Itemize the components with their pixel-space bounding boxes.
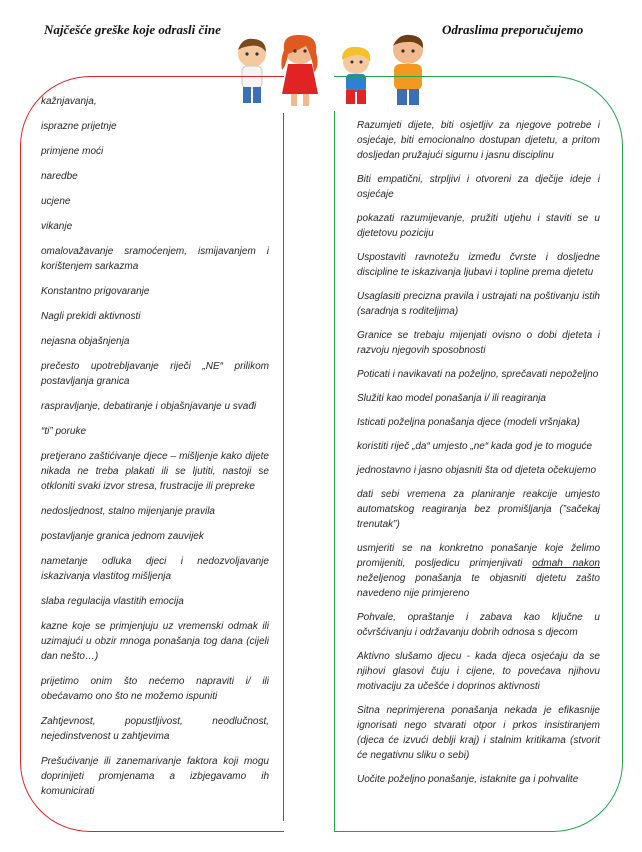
mistake-item: Prešućivanje ili zanemarivanje faktora koji mogu doprinijeti promjenama a izbjegavamo ih komunicirati <box>41 756 269 797</box>
underlined-text: odmah nakon <box>532 558 600 569</box>
recommendations-list <box>357 118 600 796</box>
recommendation-item: pokazati razumijevanje, pružiti utjehu i staviti se u djetetovu poziciju <box>357 213 600 239</box>
mistake-item: slaba regulacija vlastitih emocija <box>41 596 184 607</box>
mistake-item: Zahtjevnost, popustljivost, neodlučnost, nejedinstvenost u zahtjevima <box>41 716 269 742</box>
mistake-item: naredbe <box>41 171 78 182</box>
recommendation-item: jednostavno i jasno objasniti šta od djeteta očekujemo <box>357 465 597 476</box>
mistake-item: raspravljanje, debatiranje i objašnjavanje u svađi <box>41 401 257 412</box>
recommendation-item: Biti empatični, strpljivi i otvoreni za dječije ideje i osjećaje <box>357 174 600 200</box>
mistake-item: prijetimo onim što nećemo napraviti i/ ili obećavamo ono što ne možemo ispuniti <box>41 676 269 702</box>
mistake-item: omalovažavanje sramoćenjem, ismijavanjem i korištenjem sarkazma <box>41 246 269 272</box>
mistake-item: nedosljednost, stalno mijenjanje pravila <box>41 506 215 517</box>
recommendation-item: Uspostaviti ravnotežu između čvrste i dosljedne discipline te iskazivanja ljubavi i topline prema djetetu <box>357 252 600 278</box>
mistake-item: primjene moći <box>41 146 104 157</box>
mistake-item: prečesto upotrebljavanje riječi „NE“ prilikom postavljanja granica <box>41 361 269 387</box>
recommendation-item: Razumjeti dijete, biti osjetljiv za njegove potrebe i osjećaje, biti emocionalno dostupan djetetu, a pritom dosljedan pružajući sigurnu i jasnu disciplinu <box>357 120 600 161</box>
recommendation-item: Pohvale, opraštanje i zabava kao ključne u očvršćivanju i održavanju dobrih odnosa s djecom <box>357 612 600 638</box>
mistake-item: isprazne prijetnje <box>41 121 117 132</box>
recommendation-item: Uočite poželjno ponašanje, istaknite ga i pohvalite <box>357 774 579 785</box>
recommendation-text: neželjenog ponašanja te objasniti djetetu zašto navedeno nije primjereno <box>357 573 600 599</box>
mistake-item: ucjene <box>41 196 71 207</box>
left-heading: Najčešće greške koje odrasli čine <box>44 22 221 37</box>
right-heading: Odraslima preporučujemo <box>442 22 584 37</box>
recommendation-item: Sitna neprimjerena ponašanja nekada je efikasnije ignorisati nego stvarati otpor i prkos insistiranjem (djeca će izvući deblji kraj) i stalnim kritikama (stvorit će negativnu sliku o sebi) <box>357 705 600 761</box>
mistake-item: kažnjavanja, <box>41 96 97 107</box>
mistake-item: Nagli prekidi aktivnosti <box>41 311 141 322</box>
mistake-item: postavljanje granica jednom zauvijek <box>41 531 204 542</box>
recommendation-text: usmjeriti se na konkretno ponašanje koje želimo promijeniti, posljedicu primjenjivati <box>357 543 600 569</box>
mistake-item: pretjerano zaštićivanje djece – mišljenje kako dijete nikada ne treba plakati ili se ljutiti, nastoji se otkloniti svaki izvor stresa, frustracije ili prepreke <box>41 451 269 492</box>
recommendation-item: Usaglasiti precizna pravila i ustrajati na poštivanju istih (saradnja s roditeljima) <box>357 291 600 317</box>
mistake-item: kazne koje se primjenjuju uz vremenski odmak ili uzimajući u obzir mnoga ponašanja tog dana (cijeli dan nešto…) <box>41 621 269 662</box>
recommendation-item <box>357 541 600 601</box>
mistakes-list <box>41 94 269 809</box>
recommendation-item: dati sebi vremena za planiranje reakcije umjesto automatskog reagiranja bez promišljanja (”sačekaj trenutak”) <box>357 489 600 530</box>
mistake-item: “ti” poruke <box>41 426 87 437</box>
recommendation-item: Aktivno slušamo djecu - kada djeca osjećaju da se njihovi glasovi čuju i cijene, to povećava njihovu motivaciju za učešće i doprinos aktivnosti <box>357 651 600 692</box>
recommendation-item: Isticati poželjna ponašanja djece (modeli vršnjaka) <box>357 417 580 428</box>
mistake-item: Konstantno prigovaranje <box>41 286 150 297</box>
mistake-item: nametanje odluka djeci i nedozvoljavanje iskazivanja vlastitog mišljenja <box>41 556 269 582</box>
recommendation-item: Služiti kao model ponašanja i/ ili reagiranja <box>357 393 546 404</box>
mistake-item: vikanje <box>41 221 73 232</box>
recommendation-item: Poticati i navikavati na poželjno, sprečavati nepoželjno <box>357 369 599 380</box>
recommendation-item: Granice se trebaju mijenjati ovisno o dobi djeteta i razvoju njegovih sposobnosti <box>357 330 600 356</box>
mistake-item: nejasna objašnjenja <box>41 336 130 347</box>
child-girl-red-icon <box>281 35 318 106</box>
recommendation-item: koristiti riječ „da“ umjesto „ne“ kada god je to moguće <box>357 441 593 452</box>
